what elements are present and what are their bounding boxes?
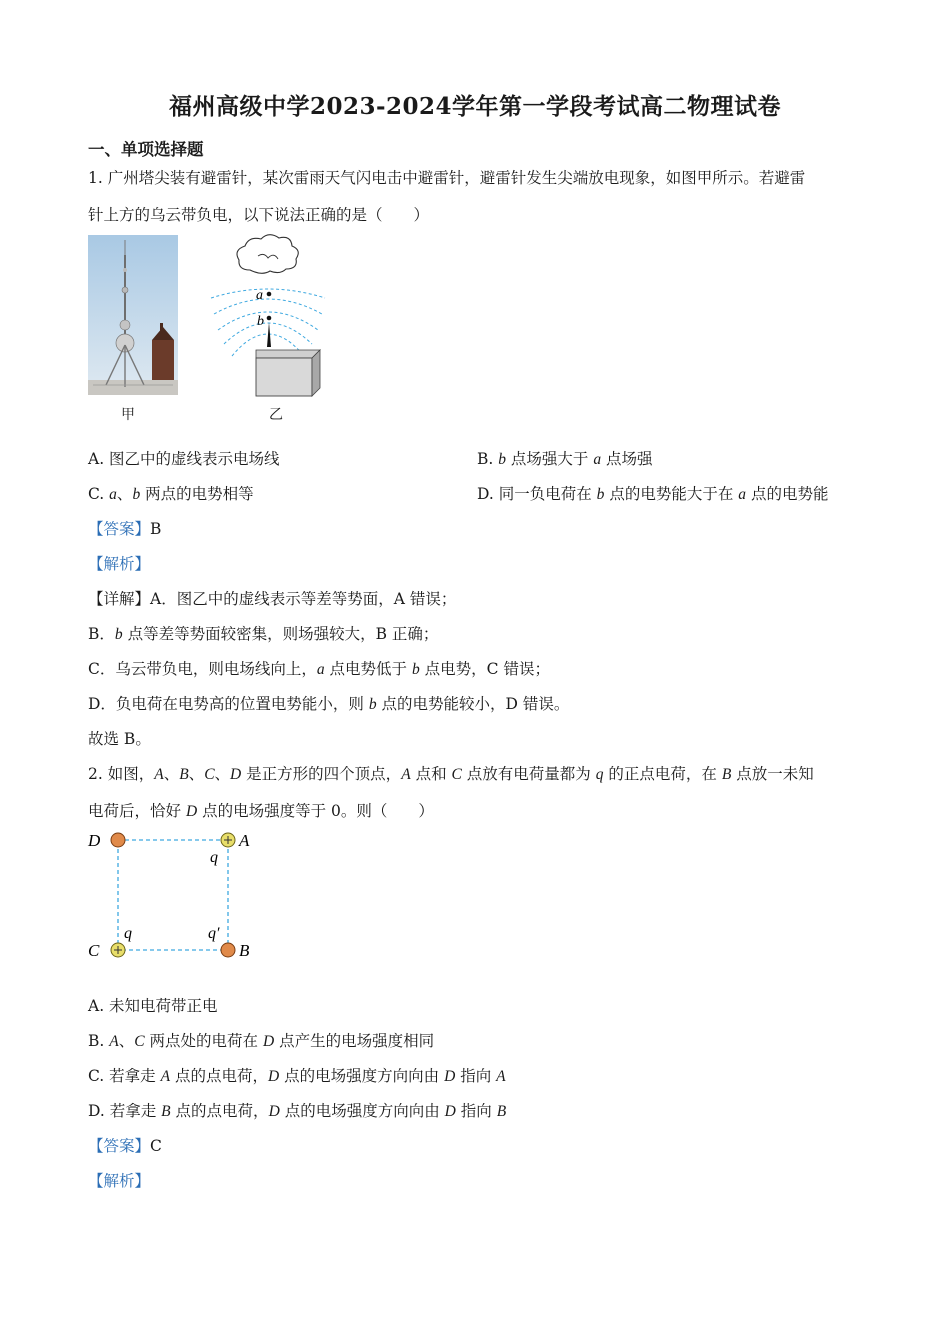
q1-option-a: A. 图乙中的虚线表示电场线: [88, 450, 280, 468]
q2-stem-line1: 2. 如图，A、B、C、D 是正方形的四个顶点，A 点和 C 点放有电荷量都为 q 的正点电荷，在 B 点放一未知: [88, 765, 814, 783]
q2-analysis-tag: 【解析】: [88, 1172, 151, 1190]
lightning-rod-diagram: [208, 232, 328, 402]
charge-b: [221, 943, 235, 957]
q1-stem-line2: 针上方的乌云带负电，以下说法正确的是（ ）: [88, 206, 430, 224]
cloud-icon: [237, 235, 298, 274]
q1-option-b: B. b 点场强大于 a 点场强: [477, 450, 653, 468]
point-b-label: b: [257, 314, 264, 329]
q1-detail-a: 【详解】A．图乙中的虚线表示等差等势面，A 错误；: [88, 590, 457, 608]
q1-option-d: D. 同一负电荷在 b 点的电势能大于在 a 点的电势能: [477, 485, 829, 503]
vertex-d-label: D: [88, 831, 101, 850]
q2-stem-line2: 电荷后，恰好 D 点的电场强度等于 0。则（ ）: [88, 802, 434, 820]
charge-q-a-label: q: [210, 849, 218, 866]
q1-stem-line1: 1. 广州塔尖装有避雷针，某次雷雨天气闪电击中避雷针，避雷针发生尖端放电现象，如图甲所示。若避雷: [88, 169, 806, 187]
q2-option-c: C. 若拿走 A 点的点电荷，D 点的电场强度方向向由 D 指向 A: [88, 1067, 506, 1085]
vertex-b-label: B: [239, 941, 250, 960]
fig-label-jia: 甲: [121, 407, 135, 423]
vertex-c-label: C: [88, 941, 100, 960]
q1-detail-d: D．负电荷在电势高的位置电势能小，则 b 点的电势能较小，D 错误。: [88, 695, 570, 713]
fig-label-yi: 乙: [269, 407, 283, 423]
q1-answer: 【答案】B: [88, 520, 162, 538]
q1-detail-c: C．乌云带负电，则电场线向上，a 点电势低于 b 点电势，C 错误；: [88, 660, 550, 678]
q2-option-b: B. A、C 两点处的电荷在 D 点产生的电场强度相同: [88, 1032, 435, 1050]
point-a-label: a: [256, 288, 263, 303]
q1-detail-b: B．b 点等差等势面较密集，则场强较大，B 正确；: [88, 625, 439, 643]
q2-answer: 【答案】C: [88, 1137, 162, 1155]
charge-q-c-label: q: [124, 925, 132, 942]
vertex-a-label: A: [239, 831, 250, 850]
square-charges-diagram: [84, 826, 264, 966]
charge-q-b-label: q′: [208, 925, 220, 942]
q1-conclusion: 故选 B。: [88, 730, 151, 748]
q1-analysis-tag: 【解析】: [88, 555, 151, 573]
q2-option-d: D. 若拿走 B 点的点电荷，D 点的电场强度方向向由 D 指向 B: [88, 1102, 507, 1120]
section-heading: 一、单项选择题: [88, 140, 204, 159]
q2-option-a: A. 未知电荷带正电: [88, 997, 218, 1015]
charge-d: [111, 833, 125, 847]
tower-photo: [88, 235, 178, 395]
page-title: 福州高级中学2023-2024学年第一学段考试高二物理试卷: [168, 93, 782, 120]
q1-option-c: C. a、b 两点的电势相等: [88, 485, 254, 503]
